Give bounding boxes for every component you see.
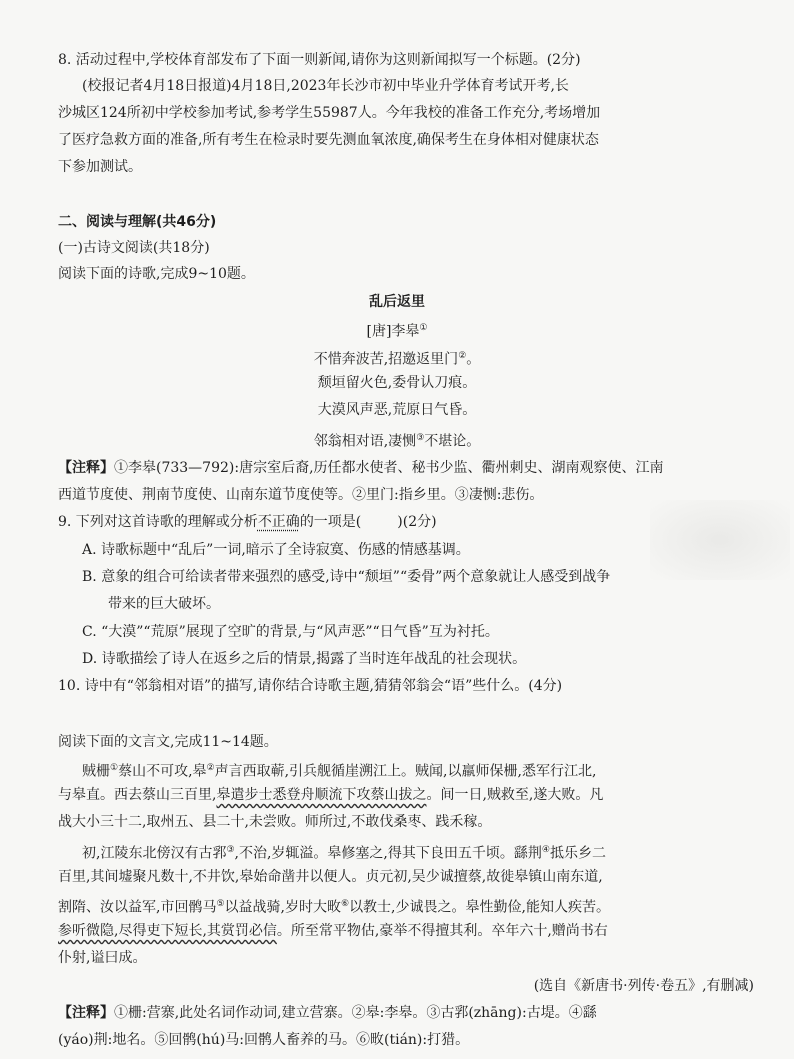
prose-text: 。间一日,贼救至,遂大败。凡 (426, 787, 604, 803)
prose-text: 声言西取蕲,引兵舰循崖溯江上。贼闻,以羸师保栅,悉军行江北, (214, 763, 597, 780)
poem-line: 颓垣留火色,委骨认刀痕。 (317, 375, 477, 391)
poem-line (0, 428, 794, 452)
q9-stem-text: 的一项是( (299, 514, 362, 530)
poem-line-tail: 不堪论。 (424, 433, 481, 450)
section-heading: 二、阅读与理解(共46分) (58, 214, 217, 230)
poem-line-text: 不惜奔波苦,招邀返里门 (313, 351, 459, 368)
prose-notes (58, 1003, 597, 1023)
prose-text: ,不治,岁辄溢。皋修塞之,得其下良田五千顷。繇荆 (234, 845, 542, 862)
q8-news-line: 沙城区124所初中学校参加考试,参考学生55987人。今年我校的准备工作充分,考场增加 (58, 105, 601, 121)
prose-text: 蔡山不可攻,皋 (118, 763, 207, 780)
prose-text: 以教士,少诚畏之。皋性勤俭,能知人疾苦。 (349, 899, 610, 916)
prose-notes-cont: (yáo)荆:地名。⑤回鹘(hú)马:回鹘人畜养的马。⑥畋(tián):打猎。 (58, 1032, 470, 1048)
prose-line: 战大小三十二,取州五、县二十,未尝败。师所过,不敢伐桑枣、践禾稼。 (58, 814, 492, 830)
poem-line: 大漠风声恶,荒原日气昏。 (317, 402, 477, 418)
q10-stem: 10. 诗中有“邻翁相对语”的描写,请你结合诗歌主题,猜猜邻翁会“语”些什么。(4分) (58, 678, 563, 694)
prose-text: 初,江陵东北傍汉有古郛 (82, 845, 227, 862)
prose-line (58, 785, 603, 805)
notes-text: ①栅:营寨,此处名词作动词,建立营寨。②皋:李皋。③古郛(zhāng):古堤。④繇 (114, 1005, 597, 1021)
note-marker: ⑥ (340, 899, 350, 909)
note-marker: ① (110, 763, 119, 773)
notes-label: 【注释】 (58, 1005, 114, 1021)
prose-line (58, 894, 610, 918)
note-marker: ⑤ (216, 899, 225, 909)
q8-news-line: (校报记者4月18日报道)4月18日,2023年长沙市初中毕业升学体育考试开考,长 (82, 78, 569, 94)
note-marker: ② (206, 763, 215, 773)
prose-text: 贼栅 (82, 763, 110, 780)
poem-line-tail: 。 (466, 351, 481, 368)
prose-line (82, 840, 606, 864)
prose-instruction: 阅读下面的文言文,完成11~14题。 (58, 734, 278, 750)
subsection-heading: (一)古诗文阅读(共18分) (58, 240, 210, 256)
prose-text: 割隋、汝以益军,市回鹘马 (58, 899, 217, 916)
prose-text: 抵乐乡二 (549, 845, 606, 862)
q9-option-d: D. 诗歌描绘了诗人在返乡之后的情景,揭露了当时连年战乱的社会现状。 (82, 651, 527, 667)
q8-news-line: 了医疗急救方面的准备,所有考生在检录时要先测血氧浓度,确保考生在身体相对健康状态 (58, 132, 599, 148)
note-marker: ③ (416, 433, 425, 443)
prose-line: 百里,其间墟聚凡数十,不井饮,皋始命凿井以便人。贞元初,吴少诚擅蔡,故徙皋镇山南东道, (58, 869, 603, 885)
q9-option-b: B. 意象的组合可给读者带来强烈的感受,诗中“颓垣”“委骨”两个意象就让人感受到战争 (82, 569, 611, 585)
note-marker: ② (458, 351, 467, 361)
prose-text: 以益战骑,岁时大畋 (224, 899, 341, 916)
q9-option-c: C. “大漠”“荒原”展现了空旷的背景,与“风声恶”“日气昏”互为衬托。 (82, 624, 499, 640)
prose-line (58, 921, 608, 941)
q9-emphasis: 不正确 (257, 514, 300, 530)
prose-text: 。所至常平物估,豪举不得擅其利。卒年六十,赠尚书右 (276, 923, 608, 939)
q9-stem-text: 9. 下列对这首诗歌的理解或分析 (58, 514, 258, 530)
poem-line-text: 邻翁相对语,凄恻 (313, 433, 417, 450)
q9-option-a: A. 诗歌标题中“乱后”一词,暗示了全诗寂寞、伤感的情感基调。 (82, 542, 470, 558)
note-marker: ③ (226, 845, 235, 855)
poem-instruction: 阅读下面的诗歌,完成9~10题。 (58, 266, 255, 282)
prose-line (82, 758, 596, 782)
note-marker: ① (419, 323, 428, 333)
poem-line (0, 346, 794, 370)
q8-news-line: 下参加测试。 (58, 159, 142, 175)
poem-notes (58, 458, 664, 478)
underlined-sentence: 参听微隐,尽得吏下短长,其赏罚必信 (58, 923, 277, 939)
scan-smudge (650, 500, 790, 580)
poem-author (0, 318, 794, 342)
poem-title: 乱后返里 (369, 294, 425, 310)
q9-stem (58, 512, 437, 532)
prose-source: (选自《新唐书·列传·卷五》,有删减) (533, 978, 754, 994)
poem-notes-cont: 西道节度使、荆南节度使、山南东道节度使等。②里门:指乡里。③凄恻:悲伤。 (58, 487, 544, 503)
prose-text: 与皋直。西去蔡山三百里, (58, 787, 217, 803)
notes-text: ①李皋(733—792):唐宗室后裔,历任都水使者、秘书少监、衢州刺史、湖南观察使、江南 (114, 460, 664, 476)
q9-option-b-cont: 带来的巨大破坏。 (108, 596, 220, 612)
author-text: [唐]李皋 (366, 323, 420, 340)
note-marker: ④ (541, 845, 550, 855)
prose-line: 仆射,谥曰成。 (58, 950, 147, 966)
q8-stem: 8. 活动过程中,学校体育部发布了下面一则新闻,请你为这则新闻拟写一个标题。(2分) (58, 52, 581, 68)
notes-label: 【注释】 (58, 460, 114, 476)
underlined-sentence: 皋遣步士悉登舟顺流下攻蔡山拔之 (216, 787, 427, 803)
q9-stem-text: )(2分) (397, 514, 437, 530)
